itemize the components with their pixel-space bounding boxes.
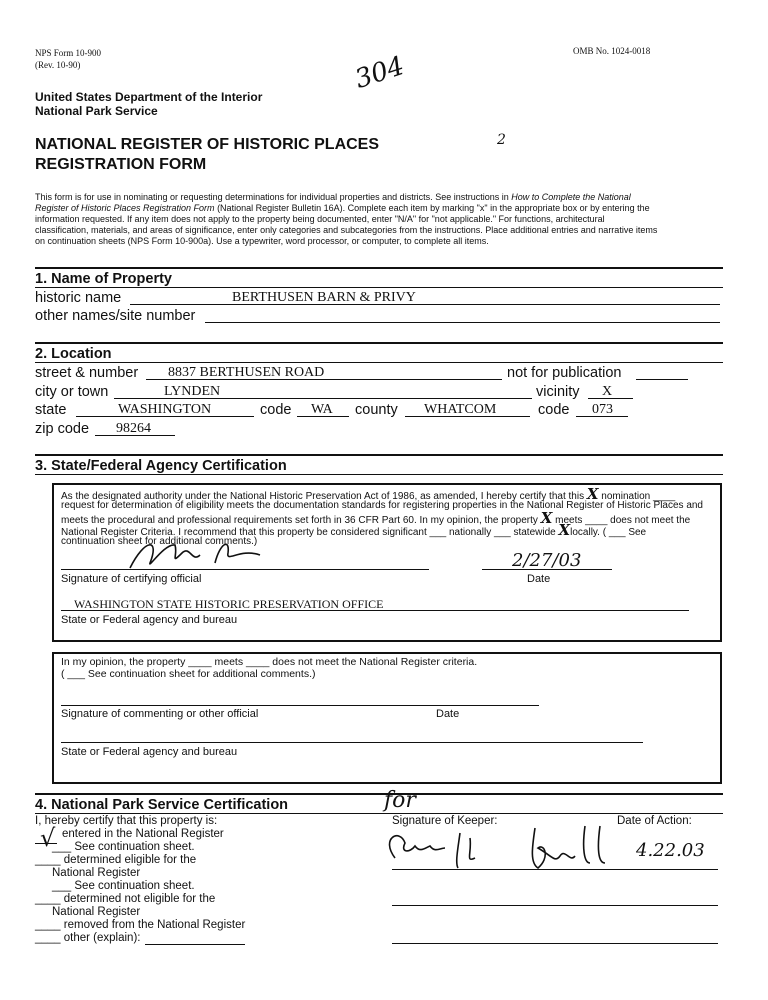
county-code-value[interactable]: 073: [592, 402, 613, 417]
vicinity-value[interactable]: X: [602, 384, 613, 399]
nps-item-see-cont-1[interactable]: ___ See continuation sheet.: [52, 841, 195, 853]
form-title-line1: NATIONAL REGISTER OF HISTORIC PLACES: [35, 136, 380, 153]
form-title-line2: REGISTRATION FORM: [35, 156, 207, 173]
county-label: county: [355, 402, 398, 418]
nps-item-see-cont-2[interactable]: ___ See continuation sheet.: [52, 880, 195, 892]
opinion-agency-line[interactable]: [61, 742, 643, 743]
section3-title-rule: [35, 474, 723, 475]
section2-title: 2. Location: [35, 346, 112, 362]
nps-item-removed[interactable]: ____ removed from the National Register: [35, 919, 246, 931]
section2-top-rule: [35, 342, 723, 344]
zip-label: zip code: [35, 421, 90, 437]
instructions-line2-text: (National Register Bulletin 16A). Complete each item by marking "x" in the appropriate box or by entering the: [214, 203, 650, 213]
department-name: United States Department of the Interior: [35, 90, 263, 104]
historic-name-label: historic name: [35, 290, 122, 306]
cert-date-label: Date: [527, 573, 551, 585]
state-code-value[interactable]: WA: [311, 402, 333, 417]
handwritten-number: 304: [351, 51, 409, 95]
cert-signature-line[interactable]: [61, 569, 429, 570]
instructions-line2: [35, 203, 650, 213]
section4-top-rule: [35, 793, 723, 795]
instructions-line3: information requested. If any item does not apply to the property being documented, enter "N/A" for "not applicable." For functions, architectural: [35, 214, 605, 224]
section2-title-rule: [35, 362, 723, 363]
keeper-line-3[interactable]: [392, 943, 718, 944]
nps-item-eligible-nr: National Register: [52, 867, 141, 879]
instructions-line1: [35, 192, 631, 202]
opinion-agency-label: State or Federal agency and bureau: [61, 746, 238, 758]
date-of-action-label: Date of Action:: [617, 815, 692, 827]
state-value[interactable]: WASHINGTON: [118, 402, 212, 417]
other-names-label: other names/site number: [35, 308, 196, 324]
instructions-line1-text: This form is for use in nominating or requesting determinations for individual properties and districts. See instructions in: [35, 192, 512, 202]
section1-top-rule: [35, 267, 723, 269]
form-revision: (Rev. 10-90): [35, 60, 81, 70]
entered-checkmark-icon[interactable]: √: [40, 824, 56, 852]
cert-line2: request for determination of eligibility meets the documentation standards for registering properties in the National Register of Historic Places and: [61, 500, 703, 511]
instructions-line1-italic: How to Complete the National: [511, 192, 631, 202]
agency-label: State or Federal agency and bureau: [61, 614, 238, 626]
city-label: city or town: [35, 384, 109, 400]
cert-line3-meets: meets ____ does not meet the: [555, 515, 691, 526]
street-value[interactable]: 8837 BERTHUSEN ROAD: [168, 365, 325, 380]
historic-name-value[interactable]: BERTHUSEN BARN & PRIVY: [232, 290, 416, 305]
nps-item-other[interactable]: ____ other (explain):: [35, 932, 141, 944]
not-for-publication-line[interactable]: [636, 379, 688, 380]
omb-number: OMB No. 1024-0018: [573, 46, 651, 56]
for-handwritten: for: [384, 788, 416, 813]
cert-line5: continuation sheet for additional comments.): [61, 536, 258, 547]
section4-title: 4. National Park Service Certification: [35, 797, 289, 813]
opinion-signature-line[interactable]: [61, 705, 539, 706]
nps-item-entered: entered in the National Register: [62, 828, 224, 840]
instructions-line4: classification, materials, and areas of significance, enter only categories and subcategories from the instructions. Place additional entries and narrative items: [35, 225, 658, 235]
handwritten-mark: 2: [497, 132, 506, 148]
section1-title-rule: [35, 287, 723, 288]
cert-date-value: 2/27/03: [512, 550, 582, 571]
meets-x-mark[interactable]: X: [540, 509, 553, 527]
keeper-line-1[interactable]: [392, 869, 718, 870]
historic-name-line: [130, 304, 720, 305]
cert-line3-text: meets the procedural and professional requirements set forth in 36 CFR Part 60. In my opinion, the property: [61, 515, 538, 526]
vicinity-label: vicinity: [536, 384, 580, 400]
state-code-label: code: [260, 402, 292, 418]
cert-line1-text: As the designated authority under the National Historic Preservation Act of 1986, as amended, I hereby certify that this: [61, 491, 585, 502]
cert-line1-end: nomination ____: [601, 491, 676, 502]
form-number: NPS Form 10-900: [35, 48, 102, 58]
city-value[interactable]: LYNDEN: [164, 384, 221, 399]
keeper-signature-label: Signature of Keeper:: [392, 815, 498, 827]
opinion-line1: In my opinion, the property ____ meets ____ does not meet the National Register criteria.: [61, 656, 478, 668]
locally-x-mark[interactable]: X: [558, 521, 571, 539]
county-value[interactable]: WHATCOM: [424, 402, 497, 417]
zip-value[interactable]: 98264: [116, 421, 151, 436]
service-name: National Park Service: [35, 104, 158, 118]
opinion-signature-label: Signature of commenting or other official: [61, 708, 259, 720]
keeper-line-2[interactable]: [392, 905, 718, 906]
certifying-official-signature-icon: [120, 533, 280, 573]
agency-value[interactable]: WASHINGTON STATE HISTORIC PRESERVATION OFFICE: [74, 597, 384, 611]
date-of-action-value: 4.22.03: [636, 840, 705, 861]
opinion-line2: ( ___ See continuation sheet for additional comments.): [61, 668, 316, 680]
cert-line4-text: National Register Criteria. I recommend that this property be considered significant ___ nationally ___ statewide: [61, 527, 556, 538]
nps-item-eligible[interactable]: ____ determined eligible for the: [35, 854, 197, 866]
nps-item-not-eligible-nr: National Register: [52, 906, 141, 918]
instructions-line2-italic: Register of Historic Places Registration Form: [35, 203, 215, 213]
county-code-label: code: [538, 402, 570, 418]
opinion-date-label: Date: [436, 708, 460, 720]
section3-title: 3. State/Federal Agency Certification: [35, 458, 287, 474]
section1-title: 1. Name of Property: [35, 271, 172, 287]
not-for-publication-label: not for publication: [507, 365, 622, 381]
cert-signature-label: Signature of certifying official: [61, 573, 202, 585]
other-explain-line[interactable]: [145, 944, 245, 945]
section3-top-rule: [35, 454, 723, 456]
cert-line4-end: locally. ( ___ See: [570, 527, 647, 538]
state-label: state: [35, 402, 67, 418]
street-label: street & number: [35, 365, 139, 381]
instructions-line5: on continuation sheets (NPS Form 10-900a). Use a typewriter, word processor, or computer, to complete all items.: [35, 236, 489, 246]
section4-title-rule: [35, 813, 723, 814]
nps-intro: I, hereby certify that this property is:: [35, 815, 218, 827]
nps-item-not-eligible[interactable]: ____ determined not eligible for the: [35, 893, 216, 905]
other-names-line: [205, 322, 720, 323]
nomination-x-mark[interactable]: X: [586, 485, 599, 503]
